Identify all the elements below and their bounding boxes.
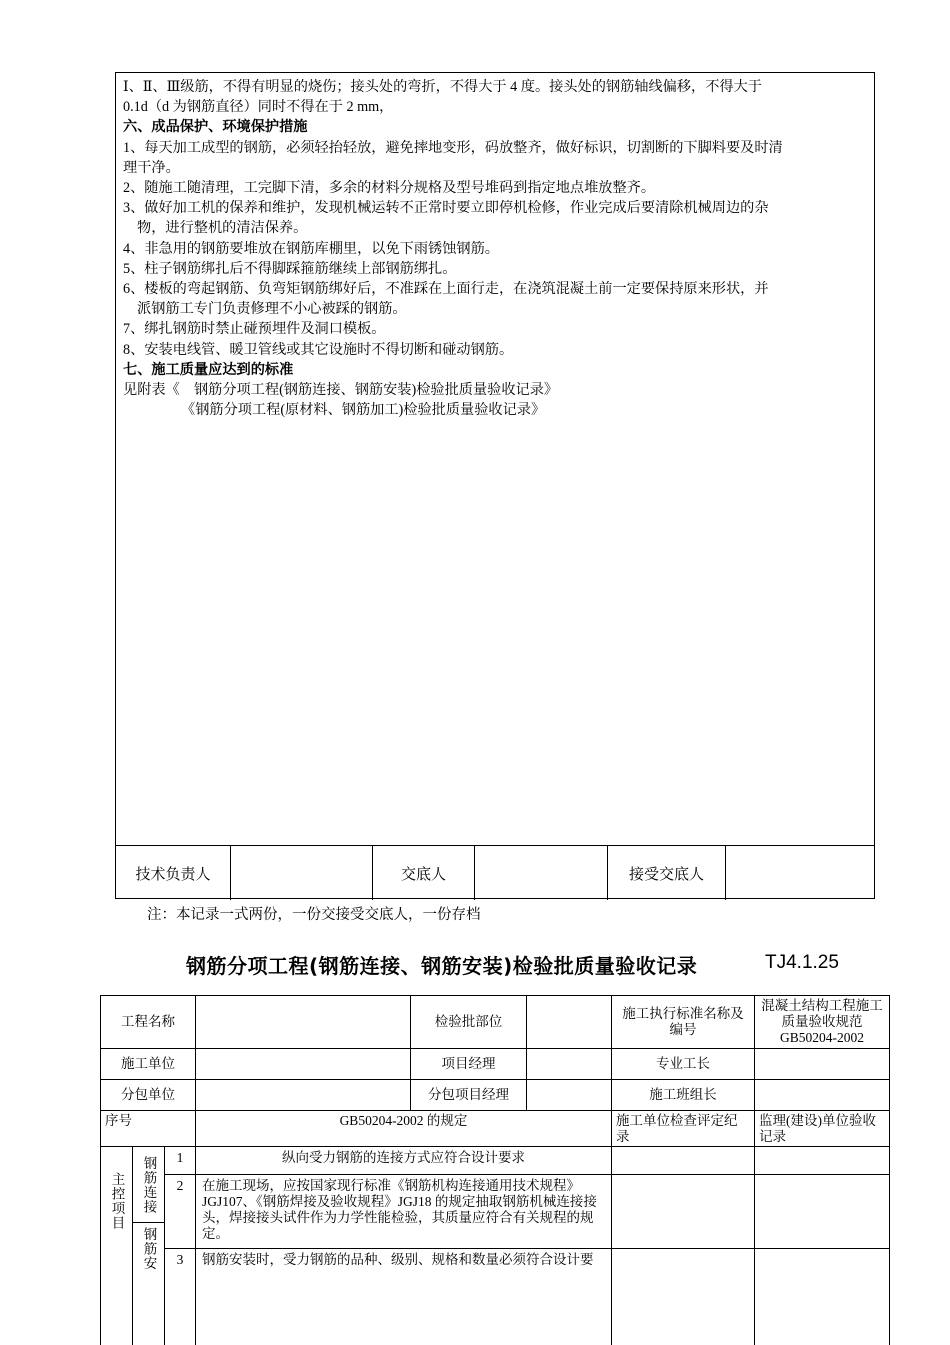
- subcontractor-field[interactable]: [195, 1079, 410, 1110]
- item-supervision[interactable]: [754, 1174, 890, 1248]
- item-no: 3: [164, 1248, 195, 1345]
- text-line: Ⅰ、Ⅱ、Ⅲ级筋，不得有明显的烧伤；接头处的弯折，不得大于 4 度。接头处的钢筋轴线偏移，不得大于: [123, 79, 762, 95]
- text-line: 《钢筋分项工程(原材料、钢筋加工)检验批质量验收记录》: [181, 402, 546, 419]
- team-leader-label: 施工班组长: [611, 1079, 754, 1110]
- text-line: 0.1d（d 为钢筋直径）同时不得在于 2 mm，: [123, 99, 394, 116]
- sub-manager-label: 分包项目经理: [410, 1079, 526, 1110]
- text-line: 5、柱子钢筋绑扎后不得脚踩箍筋继续上部钢筋绑扎。: [123, 260, 457, 277]
- text-line: 见附表《 钢筋分项工程(钢筋连接、钢筋安装)检验批质量验收记录》: [123, 382, 559, 399]
- text-line: 理干净。: [123, 159, 180, 176]
- item-supervision[interactable]: [754, 1146, 890, 1174]
- construction-unit-label: 施工单位: [100, 1048, 195, 1079]
- text-line: 2、随施工随清理，工完脚下清，多余的材料分规格及型号堆码到指定地点堆放整齐。: [123, 180, 656, 197]
- construction-unit-field[interactable]: [195, 1048, 410, 1079]
- text-line: 3、做好加工机的保养和维护，发现机械运转不正常时要立即停机检修，作业完成后要清除机械周边的杂: [123, 200, 769, 217]
- text-line: 7、绑扎钢筋时禁止碰预埋件及洞口模板。: [123, 321, 386, 338]
- standard-value: 混凝土结构工程施工质量验收规范 GB50204-2002: [754, 995, 890, 1048]
- regulation-header-text: GB50204-2002 的规定: [339, 1113, 468, 1128]
- project-manager-label: 项目经理: [410, 1048, 526, 1079]
- record-title: 钢筋分项工程(钢筋连接、钢筋安装)检验批质量验收记录: [186, 954, 698, 978]
- subcontractor-label: 分包单位: [100, 1079, 195, 1110]
- briefing-box: [115, 72, 875, 899]
- record-note: 注：本记录一式两份，一份交接受交底人，一份存档: [147, 907, 481, 923]
- main-control-label: 主控项目: [100, 1146, 132, 1345]
- regulation-header: [195, 1110, 611, 1146]
- tech-lead-label: 技术负责人: [116, 846, 231, 900]
- supervision-header: 监理(建设)单位验收记录: [754, 1110, 890, 1146]
- briefing-content: [123, 77, 871, 420]
- seq-header: 序号: [100, 1110, 195, 1146]
- presenter-field[interactable]: [475, 846, 608, 900]
- self-check-header: 施工单位检查评定纪录: [611, 1110, 754, 1146]
- text-line: 派钢筋工专门负责修理不小心被踩的钢筋。: [137, 301, 407, 318]
- item-text: 钢筋安装时，受力钢筋的品种、级别、规格和数量必须符合设计要: [195, 1248, 611, 1345]
- team-leader-field[interactable]: [754, 1079, 890, 1110]
- receiver-field[interactable]: [726, 846, 874, 900]
- project-name-field[interactable]: [195, 995, 410, 1048]
- item-self-check[interactable]: [611, 1248, 754, 1345]
- batch-location-field[interactable]: [526, 995, 611, 1048]
- inspection-table: [100, 995, 890, 1345]
- group-connection-label: 钢筋连接: [132, 1146, 164, 1222]
- table-right-edge: [889, 1248, 890, 1345]
- text-line: 1、每天加工成型的钢筋，必须轻抬轻放，避免摔地变形，码放整齐，做好标识，切割断的下脚料要及时清: [123, 139, 783, 156]
- text-line: 物，进行整机的清洁保养。: [137, 220, 308, 237]
- foreman-label: 专业工长: [611, 1048, 754, 1079]
- presenter-label: 交底人: [373, 846, 475, 900]
- text-line: 6、楼板的弯起钢筋、负弯矩钢筋绑好后，不准踩在上面行走，在浇筑混凝土前一定要保持原来形状，并: [123, 281, 769, 298]
- project-name-label: 工程名称: [100, 995, 195, 1048]
- item-no: 2: [164, 1174, 195, 1248]
- receiver-label: 接受交底人: [608, 846, 726, 900]
- item-text: 在施工现场，应按国家现行标准《钢筋机构连接通用技术规程》JGJ107、《钢筋焊接及验收规程》JGJ18 的规定抽取钢筋机械连接接头，焊接接头试件作为力学性能检验，其质量应符合有关规程的规定。: [195, 1174, 611, 1248]
- batch-location-label: 检验批部位: [410, 995, 526, 1048]
- sub-manager-field[interactable]: [526, 1079, 611, 1110]
- group-install-label: 钢筋安: [132, 1222, 164, 1345]
- item-no: 1: [164, 1146, 195, 1174]
- item-self-check[interactable]: [611, 1146, 754, 1174]
- text-line: 4、非急用的钢筋要堆放在钢筋库棚里，以免下雨锈蚀钢筋。: [123, 240, 499, 257]
- section-heading-quality: 七、施工质量应达到的标准: [123, 361, 294, 378]
- foreman-field[interactable]: [754, 1048, 890, 1079]
- record-code: TJ4.1.25: [765, 952, 839, 973]
- item-text: 纵向受力钢筋的连接方式应符合设计要求: [195, 1146, 611, 1174]
- standard-name-label: 施工执行标准名称及编号: [611, 995, 754, 1048]
- project-manager-field[interactable]: [526, 1048, 611, 1079]
- signature-row: [116, 845, 874, 900]
- item-self-check[interactable]: [611, 1174, 754, 1248]
- text-line: 8、安装电线管、暖卫管线或其它设施时不得切断和碰动钢筋。: [123, 341, 514, 358]
- section-heading-protection: 六、成品保护、环境保护措施: [123, 119, 308, 136]
- tech-lead-field[interactable]: [231, 846, 373, 900]
- item-supervision[interactable]: [754, 1248, 890, 1345]
